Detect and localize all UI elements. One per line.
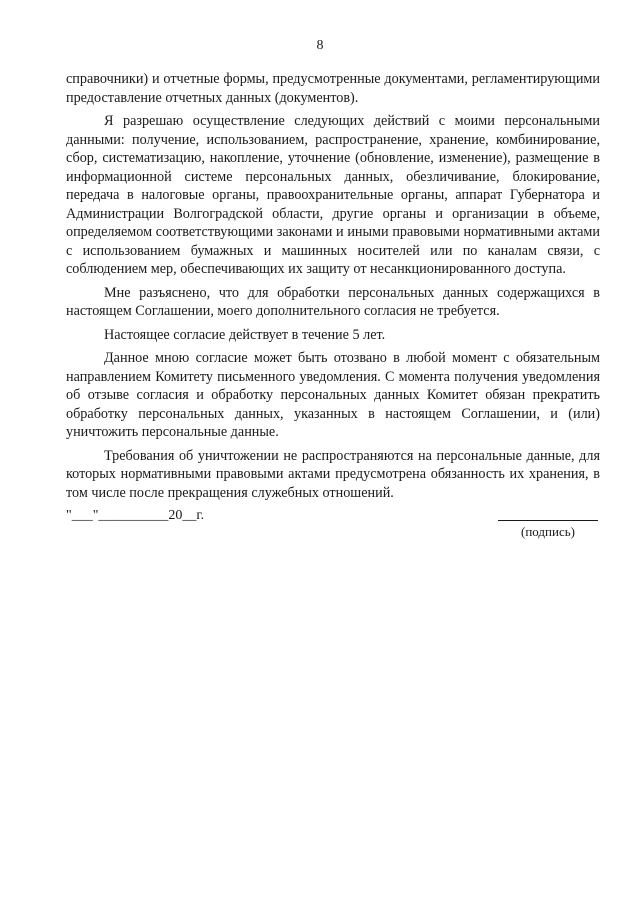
signature-block [498, 506, 598, 540]
page-number: 8 [316, 38, 324, 53]
paragraph-permitted-actions: Я разрешаю осуществление следующих действий с моими персональными данными: получение, использованием, распространение, хранение, комбинирование, сбор, систематизацию, накопление, уточнение (обновление, изменение), размещение в информационной системе персональных данных, обезличивание, блокирование, передача в налоговые органы, правоохранительные органы, аппарат Губернатора и Администрации Волгоградской области, другие органы и организации в объеме, определяемом соответствующими законами и иными правовыми нормативными актами с использованием бумажных и машинных носителей или по каналам связи, с соблюдением мер, обеспечивающих их защиту от несанкционированного доступа. [66, 113, 600, 277]
document-body [66, 70, 600, 507]
paragraph-revocation: Данное мною согласие может быть отозвано в любой момент с обязательным направлением Комитету письменного уведомления. С момента получения уведомления об отзыве согласия и обработку персональных данных Комитет обязан прекратить обработку персональных данных, указанных в настоящем Соглашении, и (или) уничтожить персональные данные. [66, 350, 600, 440]
date-line: "___"__________20__г. [66, 508, 205, 523]
paragraph-explanation: Мне разъяснено, что для обработки персональных данных содержащихся в настоящем Соглашении, моего дополнительного согласия не требуется. [66, 284, 600, 319]
paragraph-continuation: справочники) и отчетные формы, предусмотренные документами, регламентирующими предоставление отчетных данных (документов). [66, 71, 600, 106]
signature-caption: (подпись) [521, 524, 575, 539]
paragraph-validity: Настоящее согласие действует в течение 5 лет. [104, 326, 386, 343]
paragraph-destruction-requirements: Требования об уничтожении не распространяются на персональные данные, для которых нормативными правовыми актами предусмотрена обязанность их хранения, в том числе после прекращения служебных отношений. [66, 447, 600, 501]
signature-line [498, 506, 598, 521]
